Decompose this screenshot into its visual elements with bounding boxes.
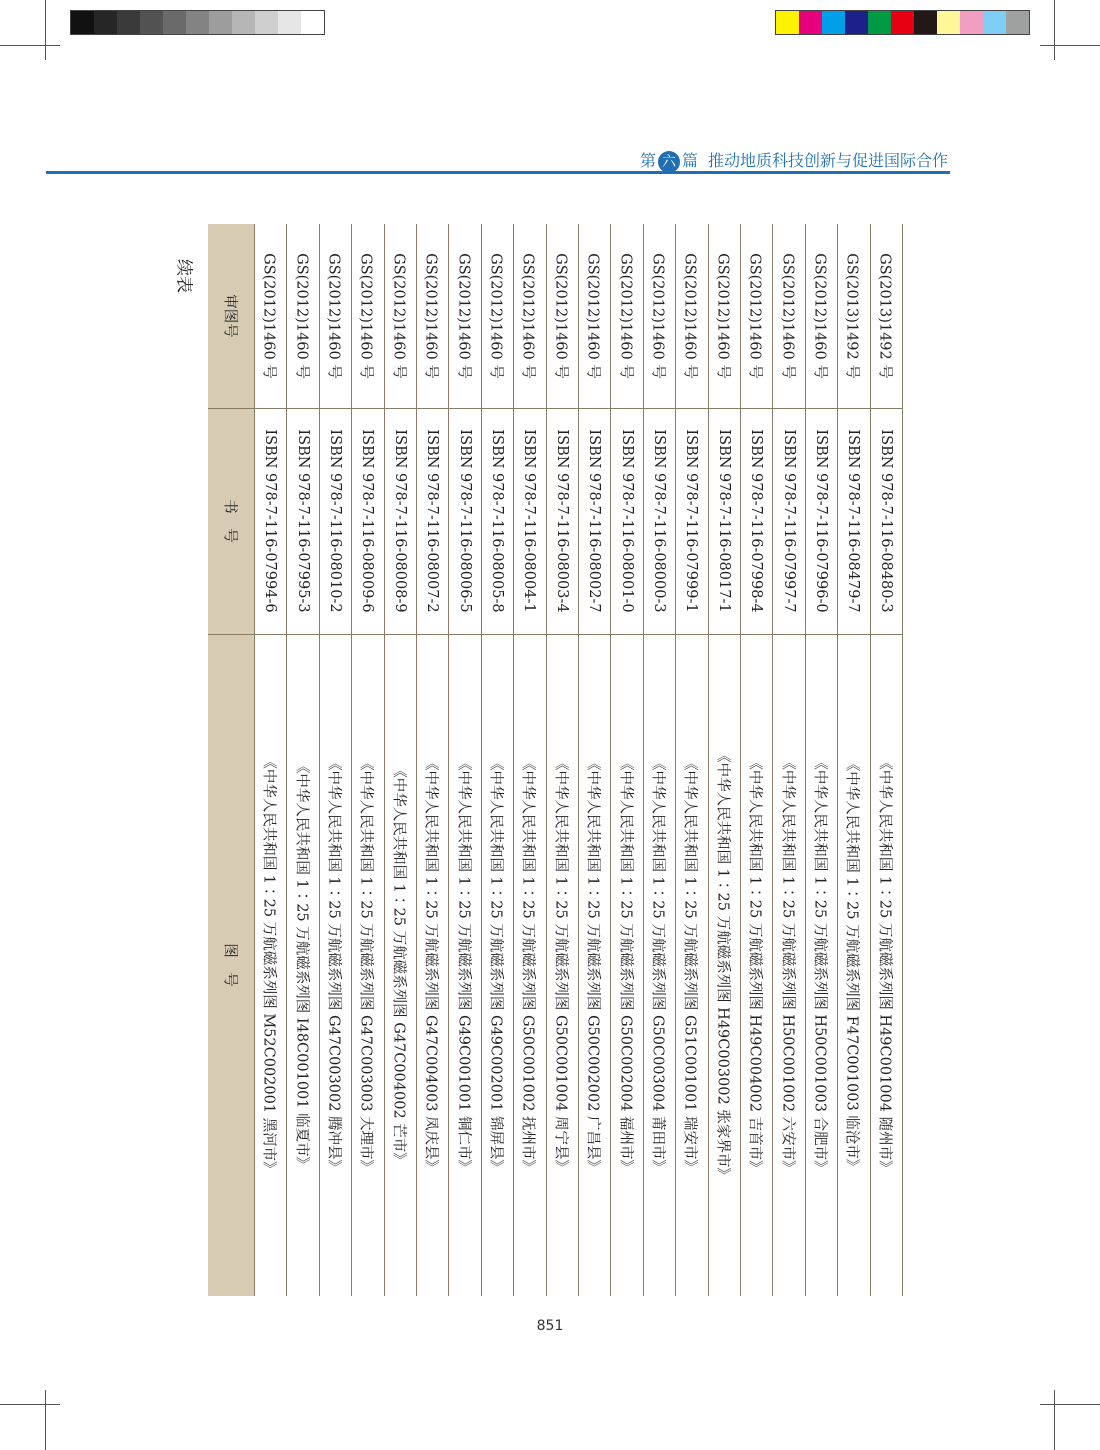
grayscale-calibration-bar xyxy=(70,10,325,35)
map-title-cell: 《中华人民共和国 1∶25 万航磁系列图 G50C001004 周宁县》 xyxy=(552,755,569,1175)
isbn-cell: ISBN 978-7-116-07999-1 xyxy=(683,429,700,613)
approval-number-cell: GS(2012)1460 号 xyxy=(811,253,828,379)
column-divider xyxy=(208,408,902,409)
map-title-cell: 《中华人民共和国 1∶25 万航磁系列图 H49C001004 随州市》 xyxy=(876,755,893,1175)
color-swatch xyxy=(960,11,983,34)
color-swatch xyxy=(983,11,1006,34)
row-divider xyxy=(546,224,547,1296)
isbn-cell: ISBN 978-7-116-08000-3 xyxy=(650,429,667,613)
color-swatch xyxy=(937,11,960,34)
grayscale-swatch xyxy=(278,11,301,34)
color-swatch xyxy=(845,11,868,34)
grayscale-swatch xyxy=(301,11,324,34)
approval-number-cell: GS(2012)1460 号 xyxy=(649,253,666,379)
map-title-cell: 《中华人民共和国 1∶25 万航磁系列图 G50C002002 广昌县》 xyxy=(584,755,601,1175)
approval-number-cell: GS(2012)1460 号 xyxy=(293,253,310,379)
row-divider xyxy=(870,224,871,1296)
row-divider xyxy=(643,224,644,1296)
isbn-cell: ISBN 978-7-116-08010-2 xyxy=(326,429,343,613)
section-suffix: 篇 xyxy=(681,151,698,170)
column-header-isbn: 书 号 xyxy=(221,499,238,543)
isbn-cell: ISBN 978-7-116-07996-0 xyxy=(812,429,829,613)
color-swatch xyxy=(868,11,891,34)
isbn-cell: ISBN 978-7-116-07998-4 xyxy=(748,429,765,613)
data-table xyxy=(208,224,902,1296)
map-title-cell: 《中华人民共和国 1∶25 万航磁系列图 H49C003002 张家界市》 xyxy=(714,748,731,1182)
isbn-cell: ISBN 978-7-116-08001-0 xyxy=(618,429,635,613)
grayscale-swatch xyxy=(117,11,140,34)
isbn-cell: ISBN 978-7-116-08006-5 xyxy=(456,429,473,613)
map-title-cell: 《中华人民共和国 1∶25 万航磁系列图 G47C004002 芒市》 xyxy=(390,763,407,1167)
column-header-map-title: 图 号 xyxy=(221,943,238,987)
approval-number-cell: GS(2012)1460 号 xyxy=(617,253,634,379)
row-divider xyxy=(675,224,676,1296)
isbn-cell: ISBN 978-7-116-08008-9 xyxy=(391,429,408,613)
color-swatch xyxy=(822,11,845,34)
approval-number-cell: GS(2012)1460 号 xyxy=(260,253,277,379)
approval-number-cell: GS(2012)1460 号 xyxy=(422,253,439,379)
grayscale-swatch xyxy=(71,11,94,34)
page-number: 851 xyxy=(536,1318,564,1334)
continued-label-text: 续表 xyxy=(173,259,194,293)
row-divider xyxy=(384,224,385,1296)
row-divider xyxy=(578,224,579,1296)
map-title-cell: 《中华人民共和国 1∶25 万航磁系列图 H50C001003 合肥市》 xyxy=(811,755,828,1175)
row-divider xyxy=(286,224,287,1296)
approval-number-cell: GS(2012)1460 号 xyxy=(714,253,731,379)
header-rule xyxy=(46,171,950,174)
approval-number-cell: GS(2012)1460 号 xyxy=(325,253,342,379)
isbn-cell: ISBN 978-7-116-08017-1 xyxy=(715,429,732,613)
map-title-cell: 《中华人民共和国 1∶25 万航磁系列图 M52C002001 黑河市》 xyxy=(260,754,277,1176)
map-title-cell: 《中华人民共和国 1∶25 万航磁系列图 G49C002001 锦屏县》 xyxy=(487,755,504,1175)
approval-number-cell: GS(2013)1492 号 xyxy=(876,253,893,379)
color-calibration-bar xyxy=(775,10,1030,35)
isbn-cell: ISBN 978-7-116-07995-3 xyxy=(294,429,311,613)
continued-label xyxy=(168,256,204,296)
section-title xyxy=(640,148,948,173)
map-title-cell: 《中华人民共和国 1∶25 万航磁系列图 G50C001002 抚州市》 xyxy=(519,755,536,1175)
approval-number-cell: GS(2012)1460 号 xyxy=(455,253,472,379)
row-divider xyxy=(448,224,449,1296)
isbn-cell: ISBN 978-7-116-07997-7 xyxy=(780,429,797,613)
isbn-cell: ISBN 978-7-116-07994-6 xyxy=(262,429,279,613)
isbn-cell: ISBN 978-7-116-08009-6 xyxy=(359,429,376,613)
running-header xyxy=(46,140,950,174)
row-divider xyxy=(805,224,806,1296)
row-divider xyxy=(319,224,320,1296)
row-divider xyxy=(351,224,352,1296)
map-title-cell: 《中华人民共和国 1∶25 万航磁系列图 G47C004003 凤庆县》 xyxy=(422,755,439,1175)
isbn-cell: ISBN 978-7-116-08005-8 xyxy=(488,429,505,613)
isbn-cell: ISBN 978-7-116-08007-2 xyxy=(424,429,441,613)
map-title-cell: 《中华人民共和国 1∶25 万航磁系列图 G47C003002 腾冲县》 xyxy=(325,755,342,1175)
map-title-cell: 《中华人民共和国 1∶25 万航磁系列图 I48C001001 临夏市》 xyxy=(293,758,310,1172)
isbn-cell: ISBN 978-7-116-08004-1 xyxy=(521,429,538,613)
section-name: 推动地质科技创新与促进国际合作 xyxy=(707,151,948,170)
row-divider xyxy=(254,224,255,1296)
row-divider xyxy=(772,224,773,1296)
map-title-cell: 《中华人民共和国 1∶25 万航磁系列图 H49C004002 吉首市》 xyxy=(746,755,763,1175)
column-header-approval: 审图号 xyxy=(221,294,238,338)
map-title-cell: 《中华人民共和国 1∶25 万航磁系列图 G51C001001 瑞安市》 xyxy=(681,755,698,1175)
row-divider xyxy=(740,224,741,1296)
approval-number-cell: GS(2012)1460 号 xyxy=(357,253,374,379)
table-header-row xyxy=(208,224,254,1296)
color-swatch xyxy=(799,11,822,34)
approval-number-cell: GS(2012)1460 号 xyxy=(552,253,569,379)
row-divider xyxy=(610,224,611,1296)
approval-number-cell: GS(2012)1460 号 xyxy=(779,253,796,379)
approval-number-cell: GS(2012)1460 号 xyxy=(681,253,698,379)
column-divider xyxy=(208,634,902,635)
approval-number-cell: GS(2013)1492 号 xyxy=(843,253,860,379)
map-title-cell: 《中华人民共和国 1∶25 万航磁系列图 G50C002004 福州市》 xyxy=(617,755,634,1175)
map-title-cell: 《中华人民共和国 1∶25 万航磁系列图 G47C003003 大理市》 xyxy=(357,755,374,1175)
color-swatch xyxy=(1006,11,1029,34)
isbn-cell: ISBN 978-7-116-08002-7 xyxy=(586,429,603,613)
isbn-cell: ISBN 978-7-116-08479-7 xyxy=(845,429,862,613)
grayscale-swatch xyxy=(186,11,209,34)
color-swatch xyxy=(914,11,937,34)
row-divider xyxy=(837,224,838,1296)
map-title-cell: 《中华人民共和国 1∶25 万航磁系列图 G50C003004 莆田市》 xyxy=(649,755,666,1175)
map-title-cell: 《中华人民共和国 1∶25 万航磁系列图 G49C001001 铜仁市》 xyxy=(455,755,472,1175)
row-divider xyxy=(902,224,903,1296)
map-title-cell: 《中华人民共和国 1∶25 万航磁系列图 F47C001003 临沧市》 xyxy=(843,756,860,1174)
row-divider xyxy=(513,224,514,1296)
grayscale-swatch xyxy=(140,11,163,34)
color-swatch xyxy=(776,11,799,34)
approval-number-cell: GS(2012)1460 号 xyxy=(487,253,504,379)
grayscale-swatch xyxy=(163,11,186,34)
approval-number-cell: GS(2012)1460 号 xyxy=(390,253,407,379)
row-divider xyxy=(708,224,709,1296)
approval-number-cell: GS(2012)1460 号 xyxy=(584,253,601,379)
approval-number-cell: GS(2012)1460 号 xyxy=(519,253,536,379)
row-divider xyxy=(481,224,482,1296)
grayscale-swatch xyxy=(255,11,278,34)
approval-number-cell: GS(2012)1460 号 xyxy=(746,253,763,379)
map-title-cell: 《中华人民共和国 1∶25 万航磁系列图 H50C001002 六安市》 xyxy=(779,755,796,1175)
grayscale-swatch xyxy=(209,11,232,34)
color-swatch xyxy=(891,11,914,34)
chapter-number-badge: 六 xyxy=(658,151,680,173)
isbn-cell: ISBN 978-7-116-08480-3 xyxy=(877,429,894,613)
grayscale-swatch xyxy=(94,11,117,34)
row-divider xyxy=(416,224,417,1296)
isbn-cell: ISBN 978-7-116-08003-4 xyxy=(553,429,570,613)
grayscale-swatch xyxy=(232,11,255,34)
section-prefix: 第 xyxy=(639,151,656,170)
